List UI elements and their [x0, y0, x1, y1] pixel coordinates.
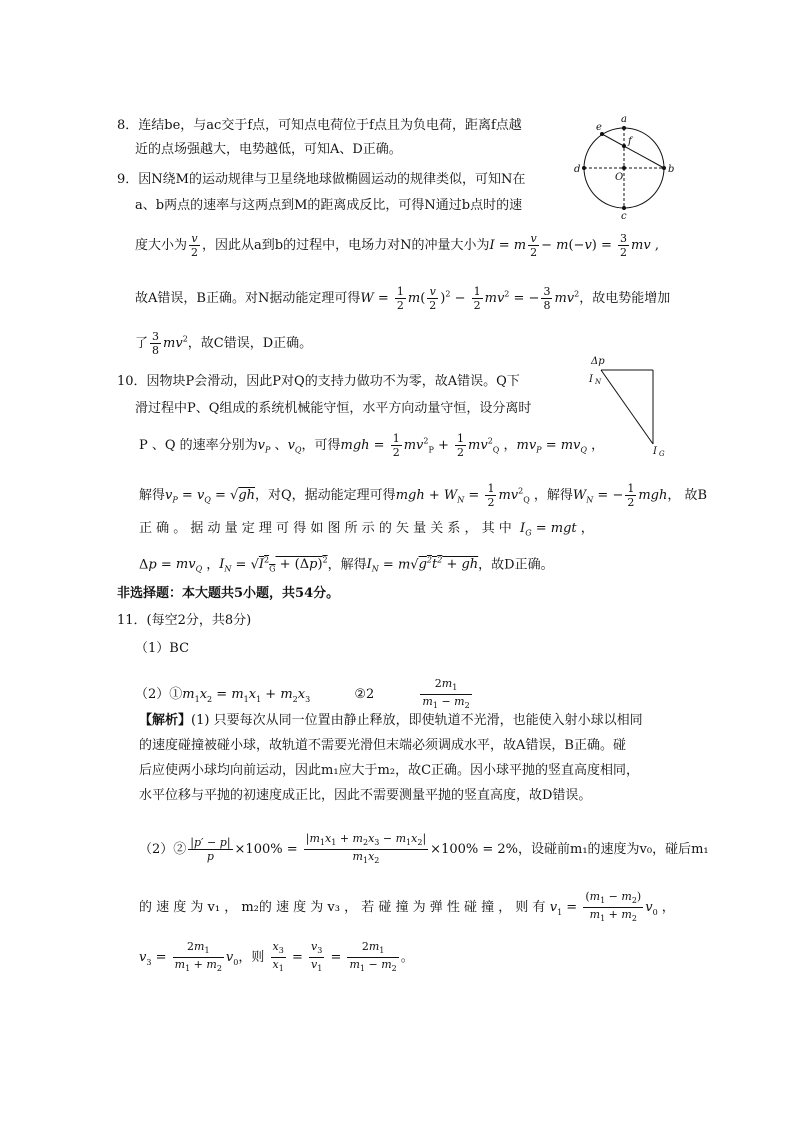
label-a: a — [621, 114, 627, 125]
q11-p6: 的 速 度 为 v₁ ， m₂的 速 度 为 v₃ ， 若 碰 撞 为 弹 性 碰 撞 ， 则 有 $v_1$ = $\frac{(m_1 - m_2)}{m_1 + m_2}$ $v_0$ ， — [139, 890, 675, 924]
section-title: 非选择题：本大题共5小题，共54分。 — [117, 586, 340, 601]
label-o: O — [615, 172, 624, 183]
q11-head: 11．(每空2分，共8分) — [117, 613, 252, 628]
charge-circle-diagram — [572, 108, 682, 220]
q8-line1: 8．连结be，与ac交于f点，可知点电荷位于f点且为负电荷，距离f点越 — [117, 118, 522, 133]
label-f: f — [628, 136, 632, 147]
q11-p5: （2）② $\frac{|p' - p|}{p}$ ×100% = $\frac{|m_1x_1 + m_2x_3 - m_1x_2|}{m_1x_2}$ ×100% = 2%，设碰前m₁的速度为v₀，碰后m₁ — [139, 832, 709, 866]
q9-line2: a、b两点的速率与这两点到M的距离成反比，可得N通过b点时的速 — [135, 198, 523, 213]
q11-p2: 的速度碰撞被碰小球，故轨道不需要光滑但末端必须调成水平，故A错误，B正确。碰 — [139, 738, 626, 753]
q9-line3: 度大小为 $\frac{v}{2}$ ，因此从a到b的过程中，电场力对N的冲量大小为I = m $\frac{v}{2}$ − m(−v) = $\frac{3}{2}$ mv , — [135, 232, 659, 259]
q10-line3: P 、Q 的速率分别为$v_P$ 、$v_Q$，可得mgh = $\frac{1}{2}$ $mv^2_P$ + $\frac{1}{2}$ $mv^2_Q$ ，$mv_P = mv_Q$ ， — [139, 432, 605, 459]
q11-p4: 水平位移与平抛的初速度成正比，因此不需要测量平抛的竖直高度，故D错误。 — [139, 788, 592, 803]
q11-ans1: （1）BC — [135, 641, 190, 656]
q11-p3: 后应使两小球均向前运动，因此m₁应大于m₂，故C正确。因小球平抛的竖直高度相同， — [139, 763, 640, 778]
label-b: b — [668, 164, 675, 175]
svg-text:G: G — [659, 450, 665, 457]
label-c: c — [621, 211, 627, 220]
q11-p1: 【解析】(1) 只要每次从同一位置由静止释放，即使轨道不光滑，也能使入射小球以相同 — [139, 713, 643, 728]
label-ig: I — [653, 446, 657, 457]
q11-p7: $v_3$ = $\frac{2m_1}{m_1 + m_2}$ $v_0$，则 $\frac{x_3}{x_1}$ = $\frac{v_3}{v_1}$ = $\frac{2m_1}{m_1 - m_2}$ 。 — [139, 940, 414, 974]
q10-line6: $\Delta p = mv_Q$ ，$I_N = √I^2_G + (\Delta p)^2$，解得$I_N = m√g^2t^2$ + gh，故D正确。 — [139, 556, 554, 574]
svg-text:N: N — [595, 378, 602, 386]
q10-line4: 解得$v_P = v_Q = √gh$，对Q，据动能定理可得mgh + $W_N$ = $\frac{1}{2}$ $mv^2_Q$ ，解得$W_N$ = − $\frac{1}{2}$ mgh， 故B — [139, 482, 708, 509]
label-e: e — [596, 122, 602, 133]
q9-line4: 故A错误，B正确。对N据动能定理可得W = $\frac{1}{2}$ m( $\frac{v}{2}$ )$^2$ − $\frac{1}{2}$ $mv^2$ = − $\frac{3}{8}$ $mv^2$，故电势能增加 — [135, 285, 671, 312]
q10-line2: 滑过程中P、Q组成的系统机械能守恒，水平方向动量守恒，设分离时 — [135, 401, 532, 416]
momentum-triangle-diagram — [585, 352, 675, 457]
q10-line5: 正 确 。 据 动 量 定 理 可 得 如 图 所 示 的 矢 量 关 系 ， 其 中 $I_G$ = mgt ， — [139, 521, 594, 538]
q10-line1: 10．因物块P会滑动，因此P对Q的支持力做功不为零，故A错误。Q下 — [117, 374, 520, 389]
q8-line2: 近的点场强越大，电势越低，可知A、D正确。 — [135, 142, 402, 157]
label-d: d — [574, 164, 581, 175]
q9-line1: 9．因N绕M的运动规律与卫星绕地球做椭圆运动的规律类似，可知N在 — [117, 172, 526, 187]
label-in: I — [589, 374, 593, 385]
q9-line5: 了 $\frac{3}{8}$ $mv^2$，故C错误，D正确。 — [135, 330, 313, 357]
q11-ans2: $(2)①m_1x_2 = m_1x_1 + m_2x_3$ ②2 $\frac{2m_1}{m_1 - m_2}$ — [135, 677, 470, 711]
label-dp: Δp — [591, 356, 605, 367]
